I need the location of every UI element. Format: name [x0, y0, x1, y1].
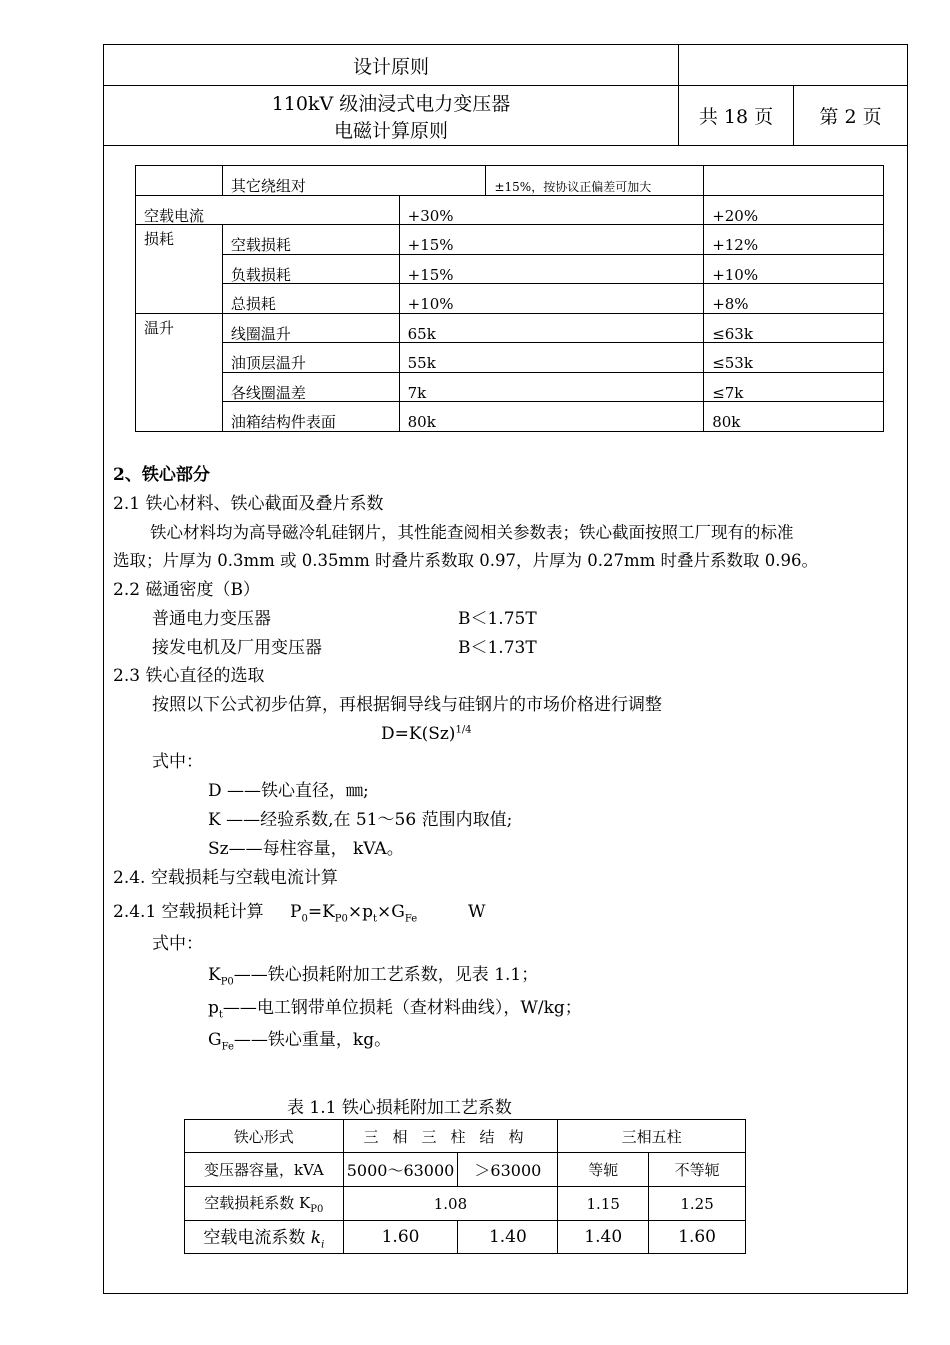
- paragraph-2-1-line1: 铁心材料均为高导磁冷轧硅钢片，其性能查阅相关参数表；铁心截面按照工厂现有的标准: [150, 523, 794, 542]
- where-label-2: 式中：: [152, 934, 203, 954]
- b-generator-value: B＜1.73T: [458, 638, 537, 658]
- formula-p0: $P_0=K_{P0}\times p_t\times G_{Fe}$: [290, 902, 418, 925]
- def-k: K ——经验系数,在 51～56 范围内取值;: [208, 810, 513, 830]
- header-blank-cell: [679, 45, 908, 86]
- paragraph-2-3: 按照以下公式初步估算，再根据铜导线与硅钢片的市场价格进行调整: [152, 695, 662, 715]
- b-generator-label: 接发电机及厂用变压器: [152, 638, 322, 658]
- table-row: 铁心形式 三相三柱结构 三相五柱: [185, 1120, 746, 1153]
- formula-diameter: $D=K(Sz)^{1/4}$: [381, 724, 472, 744]
- table-row: 各线圈温差 7k ≤7k: [136, 372, 884, 402]
- tolerance-table: [135, 165, 884, 432]
- b-normal-value: B＜1.75T: [458, 609, 537, 629]
- table-1-1-caption: 表 1.1 铁心损耗附加工艺系数: [287, 1098, 512, 1118]
- section-2-4-heading: 2.4. 空载损耗与空载电流计算: [113, 868, 338, 888]
- table-row: 空载损耗系数 $K_{P0}$ 1.08 1.15 1.25: [185, 1187, 746, 1221]
- table-row: 油箱结构件表面 80k 80k: [136, 402, 884, 432]
- where-label: 式中：: [152, 752, 203, 772]
- table-row: 温升 线圈温升 65k ≤63k: [136, 313, 884, 343]
- total-pages: 共 18 页: [679, 86, 794, 146]
- section-2-4-1-heading: 2.4.1 空载损耗计算: [113, 902, 264, 922]
- header-category: 设计原则: [104, 45, 679, 86]
- def-gfe: $G_{Fe}——$铁心重量，kg。: [208, 1030, 392, 1053]
- page-number: 第 2 页: [794, 86, 908, 146]
- core-loss-factor-table: [184, 1119, 746, 1254]
- section-2-3-heading: 2.3 铁心直径的选取: [113, 666, 265, 686]
- def-sz: Sz——每柱容量， kVA。: [208, 839, 404, 859]
- section-2-1-heading: 2.1 铁心材料、铁心截面及叠片系数: [113, 494, 384, 514]
- def-kp0: $K_{P0}——$铁心损耗附加工艺系数，见表 1.1；: [208, 965, 539, 988]
- table-row: 空载电流 +30% +20%: [136, 195, 884, 225]
- b-normal-label: 普通电力变压器: [152, 609, 271, 629]
- table-row: 负载损耗 +15% +10%: [136, 254, 884, 284]
- header-table: [103, 44, 908, 146]
- def-pt: $p_t——$电工钢带单位损耗（查材料曲线），W/kg；: [208, 998, 582, 1021]
- def-d: D ——铁心直径，㎜;: [208, 781, 369, 801]
- section-2-heading: 2、铁心部分: [113, 465, 210, 485]
- table-row: 变压器容量，kVA 5000～63000 ＞63000 等轭 不等轭: [185, 1153, 746, 1187]
- table-row: 总损耗 +10% +8%: [136, 284, 884, 314]
- table-row: 损耗 空载损耗 +15% +12%: [136, 225, 884, 255]
- section-2-2-heading: 2.2 磁通密度（B）: [113, 580, 260, 600]
- table-row: 油顶层温升 55k ≤53k: [136, 343, 884, 373]
- table-row: 空载电流系数 $k_i$ 1.60 1.40 1.40 1.60: [185, 1221, 746, 1254]
- formula-unit: W: [468, 902, 486, 922]
- header-title: 110kV 级油浸式电力变压器 电磁计算原则: [104, 86, 679, 146]
- paragraph-2-1-line2: 选取；片厚为 0.3mm 或 0.35mm 时叠片系数取 0.97，片厚为 0.27mm 时叠片系数取 0.96。: [113, 551, 819, 570]
- table-row: 其它绕组对 ±15%，按协议正偏差可加大: [136, 166, 884, 196]
